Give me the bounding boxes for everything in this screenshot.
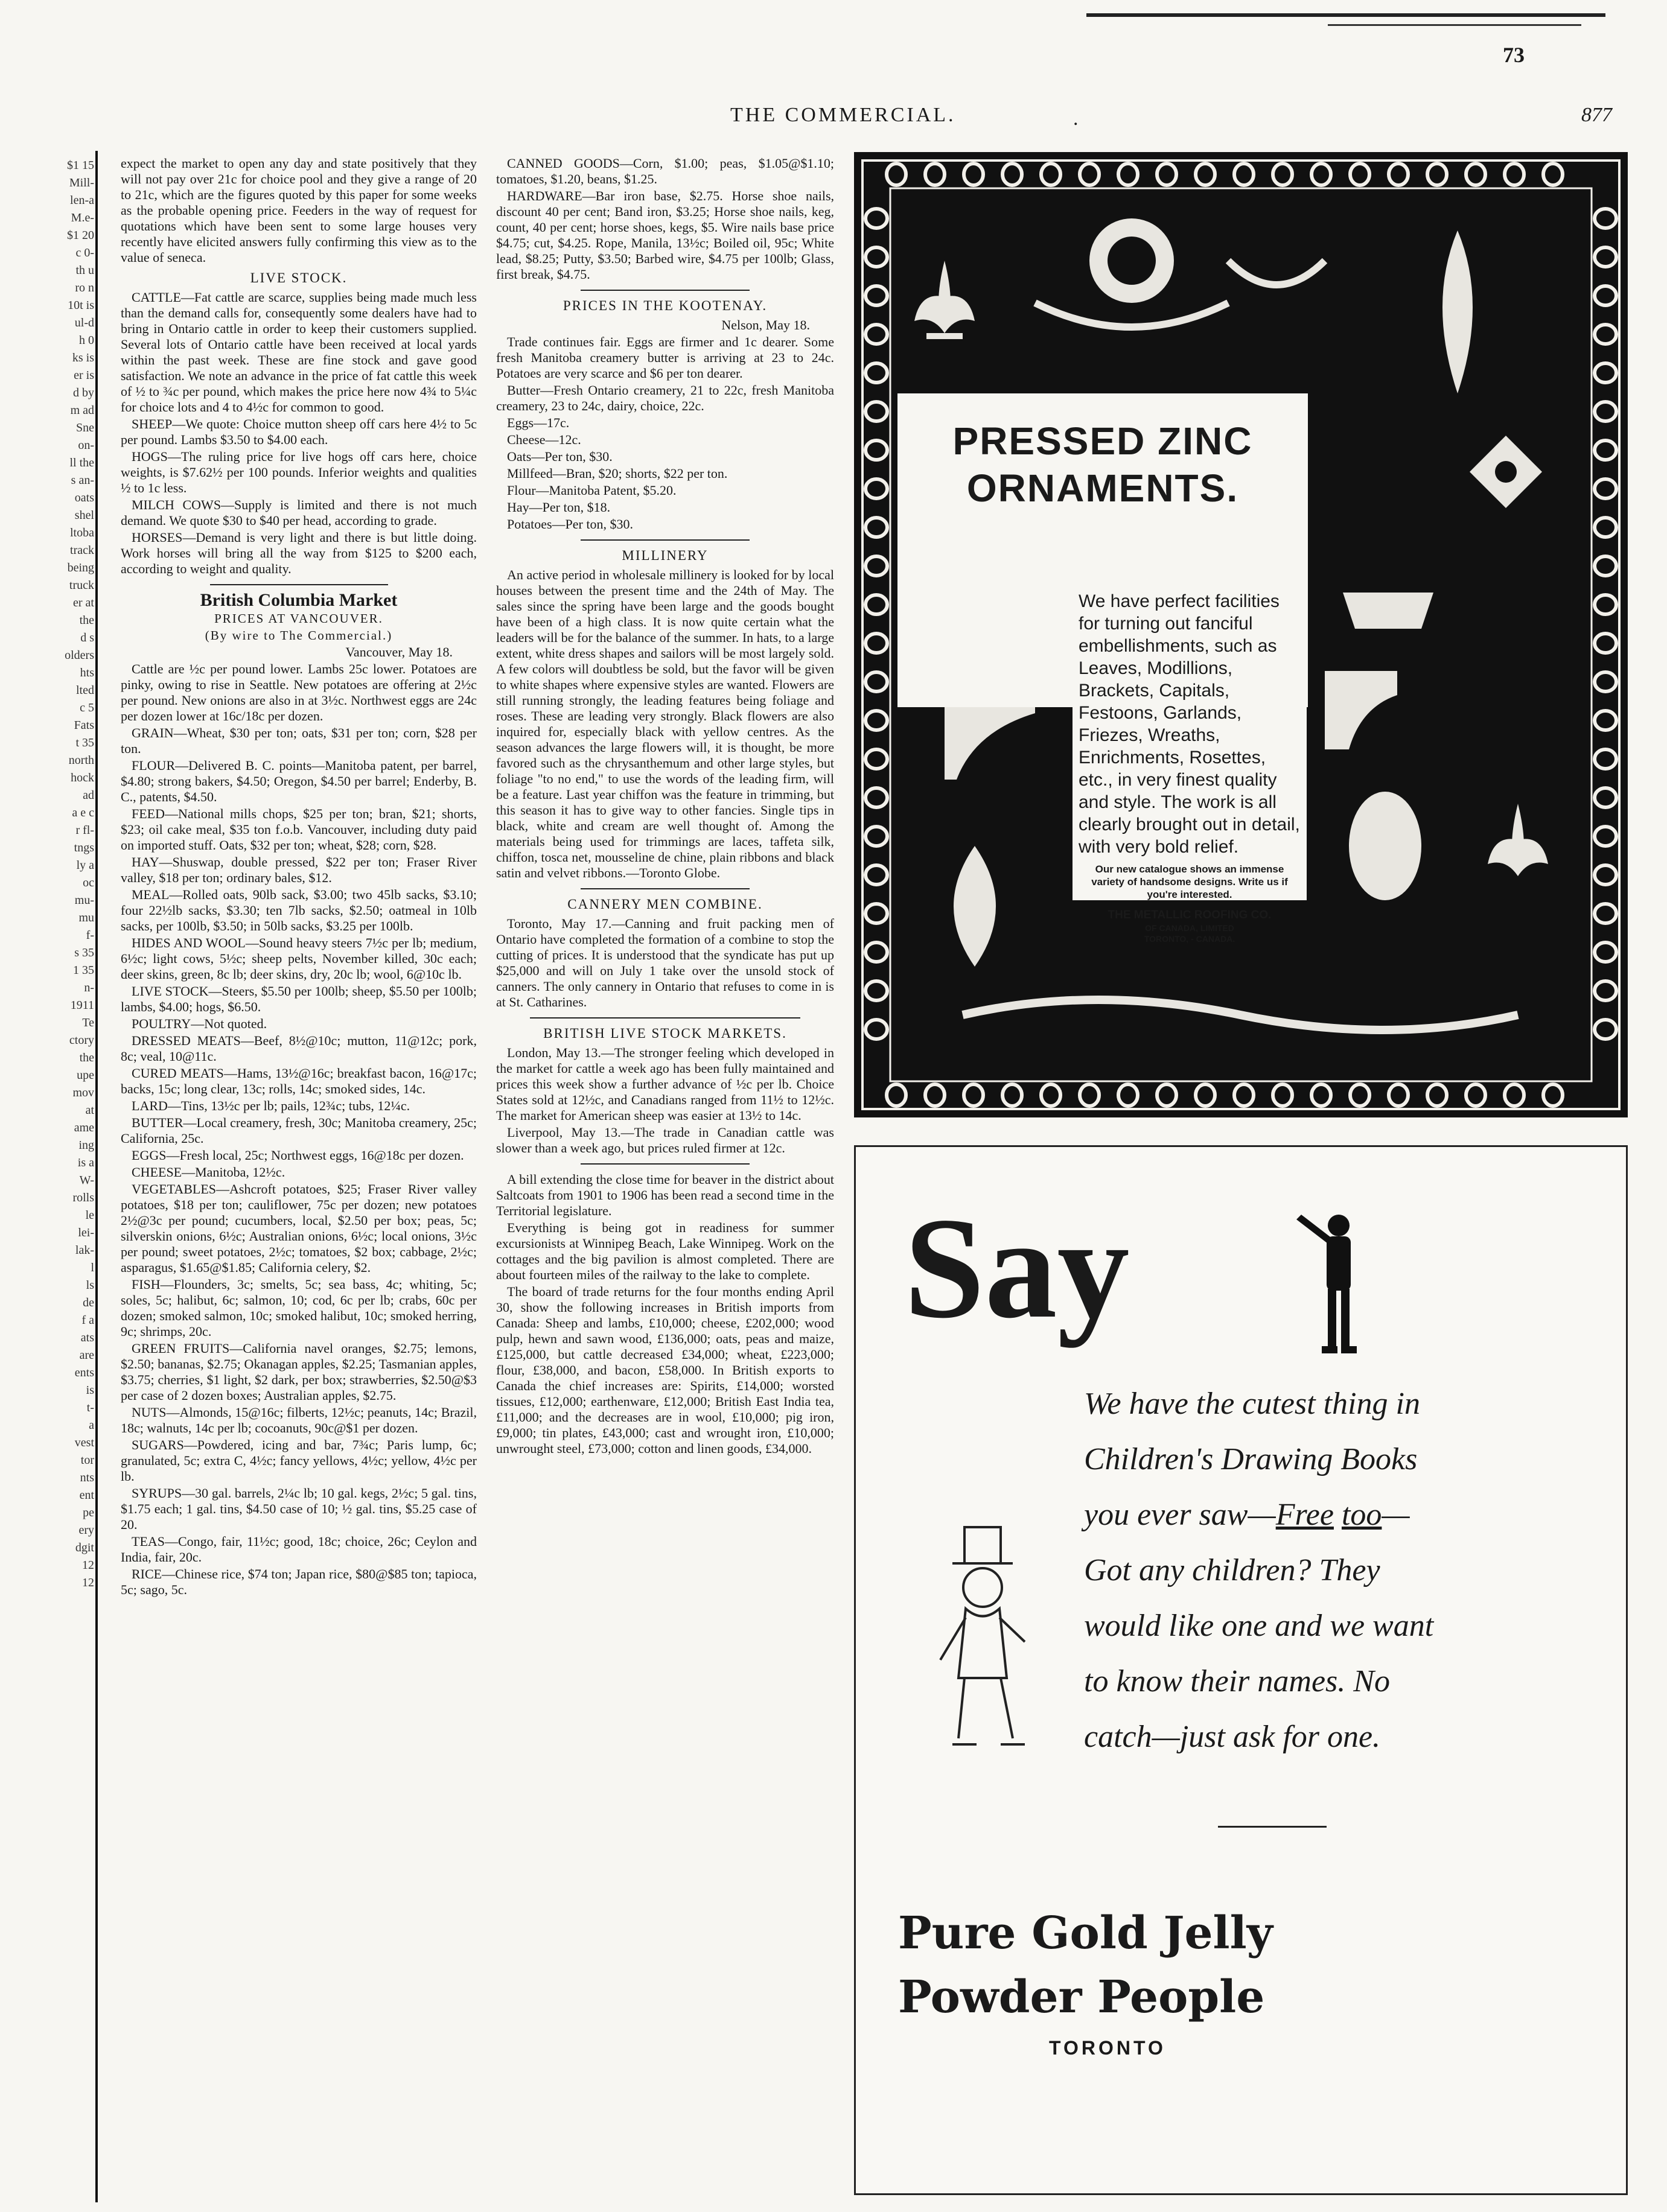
cattle-paragraph: CATTLE—Fat cattle are scarce, supplies being made much less than the demand calls for, consequently some dealers have had to bring in Ontario cattle in order to keep their customers supplied. Several lots of Ontario cattle have been received at local yards within the past week. These are fine stock and gave good satisfaction. We note an advance in the price of fat cattle this week of ½ to ¾c per pound, which makes the price here now 4¾ to 5¼c for choice lots and 4 to 4½c for common to good. [121, 290, 477, 415]
border-oval-ornament [1312, 1084, 1331, 1106]
edge-fragment: are [79, 1349, 94, 1362]
bc-price-item: DRESSED MEATS—Beef, 8½@10c; mutton, 11@12c; pork, 8c; veal, 10@11c. [121, 1033, 477, 1064]
bc-price-item: FLOUR—Delivered B. C. points—Manitoba patent, per barrel, $4.80; strong bakers, $4.50; Oregon, $4.50 per barrel; Enderby, B. C., patents, $4.50. [121, 758, 477, 804]
edge-fragment: oc [83, 876, 94, 889]
border-oval-ornament [1466, 164, 1485, 185]
border-oval-ornament [1595, 827, 1616, 846]
edge-fragment: t 35 [75, 736, 94, 749]
board-of-trade-paragraph: The board of trade returns for the four months ending April 30, show the following increases in British imports from Canada: Sheep and lambs, £10,000; cheese, £202,000; wood pulp, hewn and sawn wood, £136,000; oats, peas and maize, £125,000, but cattle decreased £34,000; wheat, £223,000; flour, £38,000, and bacon, £58,000. In British exports to Canada the chief increases are: Spirits, £14,000; worsted tissues, £12,000; earthenware, £12,000; British East India tea, £11,000; and the decreases are in wool, £10,000; pig iron, £9,000; tin plates, £43,000; cast and wrought iron, £10,000; unwrought steel, £73,000; cotton and linen goods, £34,000. [496, 1284, 834, 1456]
edge-fragment: l [91, 1261, 94, 1274]
edge-fragment: is [86, 1384, 94, 1397]
zinc-body-text: We have perfect facilities for turning out fanciful embellishments, such as Leaves, Modillions, Brackets, Capitals, Festoons, Garlands, Friezes, Wreaths, Enrichments, Rosettes, etc., in very finest quality and style. The work is all clearly brought out in detail, with very bold relief. [1079, 591, 1300, 857]
edge-fragment: truck [69, 579, 94, 592]
border-oval-ornament [1273, 1084, 1292, 1106]
bc-price-item: SYRUPS—30 gal. barrels, 2¼c lb; 10 gal. kegs, 2½c; 5 gal. tins, $1.75 each; 1 gal. tins, $4.50 case of 10; ½ gal. tins, $5.25 case of 20. [121, 1486, 477, 1532]
border-oval-ornament [1466, 1084, 1485, 1106]
edge-fragment: de [83, 1296, 94, 1309]
section-rule [530, 1017, 800, 1019]
border-oval-ornament [1595, 479, 1616, 498]
bc-price-item: CURED MEATS—Hams, 13½@16c; breakfast bacon, 16@17c; backs, 15c; long clear, 13c; rolls, 14c; smoked sides, 14c. [121, 1066, 477, 1096]
say-line-3 [1084, 1487, 1597, 1543]
gentleman-figure-illustration [1290, 1207, 1387, 1364]
edge-fragment: s 35 [74, 946, 94, 959]
column-markets [121, 156, 477, 2189]
edge-fragment: ent [79, 1489, 94, 1502]
edge-fragment: mu- [74, 894, 94, 907]
border-oval-ornament [1595, 247, 1616, 267]
edge-fragment: ul-d [74, 316, 94, 329]
border-oval-ornament [1595, 363, 1616, 383]
bc-price-item: SUGARS—Powdered, icing and bar, 7¾c; Paris lump, 6c; granulated, 5c; extra C, 4½c; fancy yellows, 4½c; yellow, 4½c per lb. [121, 1437, 477, 1484]
edge-fragment: ents [74, 1366, 94, 1379]
border-oval-ornament [1273, 164, 1292, 185]
edge-fragment: ly a [76, 859, 94, 872]
border-oval-ornament [1543, 1084, 1563, 1106]
border-oval-ornament [865, 209, 887, 228]
edge-fragment: h 0 [79, 334, 94, 347]
border-oval-ornament [1595, 634, 1616, 653]
london-paragraph: London, May 13.—The stronger feeling which developed in the market for cattle a week ago has been fully maintained and prices this week show a further advance of ½c per lb. Choice States sold at 12½c, and Canadians ranged from 11½ to 12½c. The market for American sheep was easier at 13½ to 14c. [496, 1045, 834, 1123]
edge-fragment: Mill- [69, 176, 94, 189]
border-oval-ornament [865, 788, 887, 807]
edge-fragment: 1 35 [73, 964, 94, 977]
border-oval-ornament [1595, 749, 1616, 769]
zinc-title-line-1: PRESSED ZINC [952, 419, 1253, 463]
section-rule [581, 539, 750, 541]
bc-price-item: MEAL—Rolled oats, 90lb sack, $3.00; two 45lb sacks, $3.10; four 22½lb sacks, $3.30; ten 7lb sacks, $2.50; oatmeal in 10lb sacks, per 100lb, $3.50; in 50lb sacks, $3.25 per 100lb. [121, 887, 477, 933]
edge-fragment: being [67, 561, 94, 574]
border-oval-ornament [1427, 1084, 1447, 1106]
bc-price-item: CHEESE—Manitoba, 12½c. [132, 1165, 285, 1180]
section-rule [581, 888, 750, 889]
zinc-company-sub: OF CANADA, LIMITED [1145, 923, 1234, 933]
border-oval-ornament [865, 827, 887, 846]
bc-price-item: RICE—Chinese rice, $74 ton; Japan rice, $80@$85 ton; tapioca, 5c; sago, 5c. [121, 1566, 477, 1597]
border-oval-ornament [1080, 1084, 1099, 1106]
too-emphasis: too [1341, 1498, 1382, 1532]
say-line-5: would like one and we want [1084, 1609, 1434, 1643]
border-oval-ornament [1234, 1084, 1254, 1106]
border-oval-ornament [865, 247, 887, 267]
edge-fragment: $1 15 [67, 159, 94, 172]
edge-fragment: f a [81, 1314, 94, 1327]
edge-fragment: ats [80, 1331, 94, 1344]
edge-fragment: M.e- [71, 211, 94, 224]
border-oval-ornament [1002, 164, 1022, 185]
milch-cows-paragraph: MILCH COWS—Supply is limited and there is not much demand. We quote $30 to $40 per head, according to grade. [121, 497, 477, 528]
bc-dateline: Vancouver, May 18. [345, 644, 453, 659]
bc-price-item: BUTTER—Local creamery, fresh, 30c; Manitoba creamery, 25c; California, 25c. [121, 1115, 477, 1146]
bc-price-item: HIDES AND WOOL—Sound heavy steers 7½c per lb; medium, 6½c; light cows, 5½c; sheep pelts, November killed, 30c each; deer skins, green, 8c lb; deer skins, dry, 20c lb; wool, 6@10c lb. [121, 935, 477, 982]
zinc-company-name: THE METALLIC ROOFING CO. [1108, 909, 1272, 921]
corner-mark: 73 [1503, 43, 1525, 67]
edge-fragment: er is [74, 369, 94, 382]
border-oval-ornament [865, 286, 887, 305]
edge-fragment: ad [83, 789, 94, 802]
border-oval-ornament [1595, 595, 1616, 614]
edge-fragment: the [79, 614, 94, 627]
column-news [496, 156, 834, 2189]
border-oval-ornament [1595, 556, 1616, 576]
bc-price-item: LARD—Tins, 13½c per lb; pails, 12¾c; tubs, 12¼c. [132, 1098, 410, 1113]
border-oval-ornament [1427, 164, 1447, 185]
edge-fragment: ltoba [70, 526, 94, 539]
running-head-dot: . [1073, 107, 1079, 130]
border-oval-ornament [1157, 1084, 1176, 1106]
sheep-paragraph: SHEEP—We quote: Choice mutton sheep off cars here 4½ to 5c per pound. Lambs $3.50 to $4.00 each. [121, 416, 477, 447]
border-oval-ornament [865, 479, 887, 498]
millinery-paragraph: An active period in wholesale millinery is looked for by local houses between the present time and the 24th of May. The sales since the spring have been large and the goods bought have been of a high class. It is now quite certain what the leaders will be for the balance of the summer. In hats, to a large extent, white dress shapes and sailors will be most largely sold. A few colors will doubtless be sold, but the favor will be given to white shapes where expensive styles are wanted. Flowers are still running strongly, the leading features being foliage and roses. These are leading very strongly. Black flowers are also inquired for, especially black with yellow centres. As the season advances the large flowers will, it is thought, be more favored such as the chrysanthemum and other large styles, but foliage "to no end," to use the words of the leading firm, will be a feature. Last year chiffon was the feature in trimming, but this season it has to give way to other fancies. Single tips in black, white and cream are well thought of. Among the materials being used for trimmings are laces, taffeta silk, chiffon, tosca net, mousseline de chine, plain ribbons and black satin and velvet ribbons.—Toronto Globe. [496, 567, 834, 880]
bc-wire-credit: (By wire to The Commercial.) [205, 628, 393, 643]
border-oval-ornament [865, 981, 887, 1000]
border-oval-ornament [1595, 942, 1616, 962]
bc-price-item: NUTS—Almonds, 15@16c; filberts, 12½c; peanuts, 14c; Brazil, 18c; walnuts, 14c per lb; cocoanuts, 90c@$1 per dozen. [121, 1405, 477, 1435]
brand-name [898, 1901, 1273, 2029]
border-oval-ornament [865, 440, 887, 460]
zinc-copy-panel [1073, 586, 1307, 944]
kootenay-price-item: Hay—Per ton, $18. [507, 500, 611, 515]
kootenay-price-item: Oats—Per ton, $30. [507, 449, 613, 464]
border-oval-ornament [964, 164, 983, 185]
kootenay-price-item: Eggs—17c. [507, 415, 570, 430]
kootenay-dateline: Nelson, May 18. [721, 317, 810, 332]
edge-fragment: er at [73, 596, 94, 609]
brand-city: TORONTO [1049, 2037, 1166, 2059]
edge-fragment: dgit [75, 1541, 94, 1554]
border-oval-ornament [865, 325, 887, 344]
border-oval-ornament [1350, 1084, 1369, 1106]
cannery-paragraph: Toronto, May 17.—Canning and fruit packing men of Ontario have completed the formation of a combine to stop the cutting of prices. It is understood that the syndicate has put up $25,000 and will on July 1 take over the unsold stock of canners. The only cannery in Ontario that refuses to come in is at St. Catharines. [496, 916, 834, 1009]
border-oval-ornament [865, 402, 887, 421]
border-oval-ornament [887, 1084, 906, 1106]
saltcoats-paragraph: A bill extending the close time for beaver in the district about Saltcoats from 1901 to 1906 has been read a second time in the Territorial legislature. [496, 1172, 834, 1218]
border-oval-ornament [865, 634, 887, 653]
border-oval-ornament [865, 904, 887, 923]
border-oval-ornament [1595, 904, 1616, 923]
top-rule-secondary [1328, 24, 1581, 26]
border-oval-ornament [1350, 164, 1369, 185]
edge-fragment: north [68, 754, 94, 767]
say-headline: Say [904, 1187, 1130, 1348]
section-rule [581, 1163, 750, 1165]
edge-fragment: track [70, 544, 94, 557]
border-oval-ornament [865, 711, 887, 730]
edge-fragment: pe [83, 1506, 94, 1519]
bc-price-item: FEED—National mills chops, $25 per ton; bran, $21; shorts, $23; oil cake meal, $35 ton f.o.b. Vancouver, including duty paid on imported stuff. Oats, $32 per ton; wheat, $28; corn, $28. [121, 806, 477, 853]
kootenay-price-item: Cheese—12c. [507, 432, 581, 447]
edge-fragment: ame [74, 1121, 94, 1134]
border-oval-ornament [865, 363, 887, 383]
running-head-title: THE COMMERCIAL. [730, 104, 956, 126]
edge-fragment: th u [75, 264, 94, 277]
border-oval-ornament [1234, 164, 1254, 185]
edge-fragment: ctory [69, 1034, 94, 1047]
edge-fragment: the [79, 1051, 94, 1064]
edge-fragment: lted [76, 684, 94, 697]
border-oval-ornament [1595, 518, 1616, 537]
border-oval-ornament [1595, 788, 1616, 807]
say-line-3-space [1334, 1498, 1342, 1532]
edge-fragment: $1 20 [67, 229, 94, 242]
border-oval-ornament [1080, 164, 1099, 185]
border-oval-ornament [1595, 865, 1616, 885]
edge-fragment: r fl- [75, 824, 94, 837]
edge-fragment: rolls [72, 1191, 94, 1204]
edge-fragment: a [89, 1419, 94, 1432]
edge-fragment: m ad [70, 404, 94, 417]
border-oval-ornament [1389, 164, 1408, 185]
border-oval-ornament [865, 556, 887, 576]
say-line-1: We have the cutest thing in [1084, 1387, 1420, 1421]
border-oval-ornament [964, 1084, 983, 1106]
bc-price-item: FISH—Flounders, 3c; smelts, 5c; sea bass, 4c; whiting, 5c; soles, 5c; halibut, 6c; salmon, 10; cod, 6c per lb; crabs, 60c per dozen; smoked salmon, 10c; smoked halibut, 10c; smoked herring, 9c; shrimps, 20c. [121, 1277, 477, 1339]
border-oval-ornament [865, 595, 887, 614]
border-oval-ornament [865, 749, 887, 769]
edge-fragment: d s [80, 631, 94, 644]
border-oval-ornament [1196, 1084, 1215, 1106]
gutter-rule [95, 151, 98, 2202]
edge-fragment: ks is [72, 351, 94, 364]
border-oval-ornament [865, 1020, 887, 1039]
edge-fragment: ls [86, 1279, 94, 1292]
edge-fragment: ro n [75, 281, 94, 294]
edge-fragment: d by [73, 386, 94, 399]
edge-fragment: nts [80, 1471, 94, 1484]
hardware-paragraph: HARDWARE—Bar iron base, $2.75. Horse shoe nails, discount 40 per cent; Band iron, $3.25; Horse shoe nails, keg, count, 40 per cent; horse shoes, kegs, $5. Wire nails base price $4.75; cut, $4.25. Rope, Manila, 13½c; Boiled oil, 95c; White lead, $8.25; Putty, $3.50; Barbed wire, $4.75 per 100lb; Glass, first break, $4.75. [496, 188, 834, 282]
say-line-6: to know their names. No [1084, 1664, 1390, 1699]
cannery-heading: CANNERY MEN COMBINE. [567, 897, 763, 912]
kootenay-price-item: Millfeed—Bran, $20; shorts, $22 per ton. [507, 466, 728, 481]
brand-line-1: Pure Gold Jelly [898, 1907, 1273, 1959]
border-oval-ornament [1041, 1084, 1060, 1106]
edge-fragment: W- [79, 1174, 94, 1187]
border-oval-ornament [925, 164, 945, 185]
border-oval-ornament [1595, 440, 1616, 460]
bc-price-item: POULTRY—Not quoted. [132, 1016, 267, 1031]
millinery-heading: MILLINERY [622, 548, 709, 563]
border-oval-ornament [865, 518, 887, 537]
edge-fragment: shel [74, 509, 94, 522]
zinc-catalogue-note: Our new catalogue shows an immense variety of handsome designs. Write us if you're interested. [1091, 863, 1288, 900]
border-oval-ornament [1118, 164, 1138, 185]
section-rule [210, 584, 388, 585]
bc-price-item: GREEN FRUITS—California navel oranges, $2.75; lemons, $2.50; bananas, $2.75; Okanagan apples, $2.25; Tasmanian apples, $3.75; cherries, $1 light, $2 dark, per box; strawberries, $2.50@$3 per case of 2 dozen boxes; Australian apples, $2.75. [121, 1341, 477, 1403]
border-oval-ornament [1595, 711, 1616, 730]
edge-fragment: lak- [75, 1244, 94, 1257]
border-oval-ornament [887, 164, 906, 185]
border-oval-ornament [1595, 981, 1616, 1000]
border-oval-ornament [1543, 164, 1563, 185]
say-line-4: Got any children? They [1084, 1553, 1380, 1587]
border-oval-ornament [1595, 672, 1616, 691]
bc-price-list [121, 661, 477, 1598]
edge-fragment: le [85, 1209, 94, 1222]
kootenay-price-item: Flour—Manitoba Patent, $5.20. [507, 483, 677, 498]
border-oval-ornament [1595, 325, 1616, 344]
horses-paragraph: HORSES—Demand is very light and there is but little doing. Work horses will bring all the way from $125 to $200 each, according to weight and quality. [121, 530, 477, 576]
wool-paragraph: expect the market to open any day and state positively that they will not pay over 21c for choice pool and they give a range of 20 to 21c, which are the figures quoted by this paper for some weeks as the probable opening price. Feeders in the way of request for quotations which have been sent to some large houses very recently have elicited answers fully confirming this view as to the value of seneca. [121, 156, 477, 265]
edge-fragment: c 0- [75, 246, 94, 259]
border-oval-ornament [1505, 1084, 1524, 1106]
say-line-3-text: you ever saw— [1084, 1498, 1276, 1532]
bc-price-item: GRAIN—Wheat, $30 per ton; oats, $31 per ton; corn, $28 per ton. [121, 725, 477, 756]
edge-fragment: t- [86, 1401, 94, 1414]
edge-fragment: Fats [74, 719, 94, 732]
canned-goods-paragraph: CANNED GOODS—Corn, $1.00; peas, $1.05@$1.10; tomatoes, $1.20, beans, $1.25. [496, 156, 834, 186]
border-oval-ornament [925, 1084, 945, 1106]
edge-fragment: ll the [69, 456, 94, 469]
say-divider [1218, 1826, 1327, 1828]
bc-price-item: LIVE STOCK—Steers, $5.50 per 100lb; sheep, $5.50 per 100lb; lambs, $4.00; hogs, $6.50. [121, 984, 477, 1014]
child-figure-illustration [922, 1521, 1055, 1775]
border-oval-ornament [1595, 286, 1616, 305]
border-oval-ornament [1595, 402, 1616, 421]
drawing-books-copy [1084, 1376, 1597, 1765]
say-line-7: catch—just ask for one. [1084, 1720, 1381, 1754]
border-oval-ornament [1002, 1084, 1022, 1106]
hogs-paragraph: HOGS—The ruling price for live hogs off cars here, choice weights, is $7.62½ per 100 pounds. Inferior weights and qualities ½ to 1c less. [121, 449, 477, 495]
kootenay-price-item: Trade continues fair. Eggs are firmer and 1c dearer. Some fresh Manitoba creamery butter is arriving at 23 to 24c. Potatoes are very scarce and $6 per ton dearer. [496, 334, 834, 381]
winnipeg-beach-paragraph: Everything is being got in readiness for summer excursionists at Winnipeg Beach, Lake Winnipeg. Work on the cottages and the big pavilion is almost completed. There are about fourteen miles of the railway to the lake to complete. [496, 1220, 834, 1282]
edge-fragment: s an- [71, 474, 94, 487]
bc-price-item: HAY—Shuswap, double pressed, $22 per ton; Fraser River valley, $18 per ton; ordinary bales, $12. [121, 854, 477, 885]
free-emphasis: Free [1275, 1498, 1334, 1532]
border-oval-ornament [1505, 164, 1524, 185]
edge-fragment: hock [71, 771, 94, 784]
say-line-2: Children's Drawing Books [1084, 1442, 1418, 1476]
kootenay-heading: PRICES IN THE KOOTENAY. [563, 298, 768, 313]
edge-fragment: vest [74, 1436, 94, 1449]
edge-fragment: f- [86, 929, 94, 942]
drawing-books-advertisement [854, 1145, 1628, 2195]
edge-fragment: Sne [76, 421, 94, 434]
border-oval-ornament [1312, 164, 1331, 185]
edge-fragment: ery [78, 1524, 94, 1537]
border-oval-ornament [1157, 164, 1176, 185]
edge-fragment: tor [80, 1454, 94, 1467]
border-oval-ornament [1041, 164, 1060, 185]
edge-fragment: 1911 [70, 999, 94, 1012]
bc-price-item: TEAS—Congo, fair, 11½c; good, 18c; choice, 26c; Ceylon and India, fair, 20c. [121, 1534, 477, 1565]
bc-price-item: EGGS—Fresh local, 25c; Northwest eggs, 16@18c per dozen. [132, 1148, 464, 1163]
kootenay-price-list [496, 334, 834, 532]
edge-fragment: at [85, 1104, 94, 1117]
border-oval-ornament [865, 942, 887, 962]
brand-line-2: Powder People [898, 1971, 1265, 2023]
edge-fragment: ing [78, 1139, 94, 1152]
edge-fragment: oats [74, 491, 94, 504]
border-oval-ornament [1389, 1084, 1408, 1106]
kootenay-price-item: Potatoes—Per ton, $30. [507, 516, 633, 532]
zinc-company-location: TORONTO, - CANADA. [1144, 934, 1235, 944]
edge-fragment: mov [72, 1086, 94, 1099]
edge-fragment: on- [78, 439, 94, 452]
bc-price-item: VEGETABLES—Ashcroft potatoes, $25; Fraser River valley potatoes, $18 per ton; cauliflower, 75c per dozen; new potatoes 2½@3c per pound; cucumbers, local, $2.50 per box; peas, 5c; silverskin onions, 6½c; Australian onions, 6½c; local onions, 3½c per pound; sweet potatoes, 2½c; tomatoes, $2 box; cabbage, 2½c; asparagus, $1.65@$1.85; California celery, $2. [121, 1181, 477, 1275]
kootenay-price-item: Butter—Fresh Ontario creamery, 21 to 22c, fresh Manitoba creamery, 23 to 24c, dairy, choice, 22c. [496, 383, 834, 413]
section-rule [581, 290, 750, 291]
edge-fragment: lei- [78, 1226, 94, 1239]
edge-fragment: is a [77, 1156, 94, 1169]
say-line-3-dash: — [1382, 1498, 1410, 1532]
pressed-zinc-advertisement [854, 152, 1628, 1117]
border-oval-ornament [865, 865, 887, 885]
border-oval-ornament [1118, 1084, 1138, 1106]
border-oval-ornament [1196, 164, 1215, 185]
page-number: 877 [1581, 104, 1612, 126]
edge-fragment: upe [77, 1069, 94, 1082]
bc-price-item: Cattle are ½c per pound lower. Lambs 25c lower. Potatoes are pinky, owing to rise in Seattle. New potatoes are offering at 2½c per pound. New onions are also in at 3½c. Northwest eggs are 24c per dozen lower at 16c/18c per dozen. [121, 661, 477, 723]
live-stock-heading: LIVE STOCK. [250, 270, 348, 285]
edge-fragment: 12 [82, 1559, 94, 1572]
edge-fragment: a e c [72, 806, 94, 819]
bc-market-heading: British Columbia Market [200, 590, 398, 610]
bc-market-subheading: PRICES AT VANCOUVER. [214, 611, 383, 626]
edge-fragment: tngs [74, 841, 94, 854]
british-markets-heading: BRITISH LIVE STOCK MARKETS. [543, 1026, 787, 1041]
edge-fragment: 12 [82, 1576, 94, 1589]
zinc-title-line-2: ORNAMENTS. [966, 466, 1239, 510]
edge-fragment: 10t is [68, 299, 94, 312]
border-oval-ornament [865, 672, 887, 691]
adjacent-page-edge [0, 157, 97, 2196]
edge-fragment: c 5 [80, 701, 94, 714]
edge-fragment: mu [78, 911, 94, 924]
edge-fragment: hts [80, 666, 94, 679]
border-oval-ornament [1595, 209, 1616, 228]
edge-fragment: n- [84, 981, 94, 994]
border-oval-ornament [1595, 1020, 1616, 1039]
edge-fragment: Te [82, 1016, 94, 1029]
top-rule [1086, 13, 1605, 17]
edge-fragment: olders [65, 649, 94, 662]
edge-fragment: len-a [70, 194, 94, 207]
liverpool-paragraph: Liverpool, May 13.—The trade in Canadian cattle was slower than a week ago, but prices ruled firmer at 12c. [496, 1125, 834, 1155]
